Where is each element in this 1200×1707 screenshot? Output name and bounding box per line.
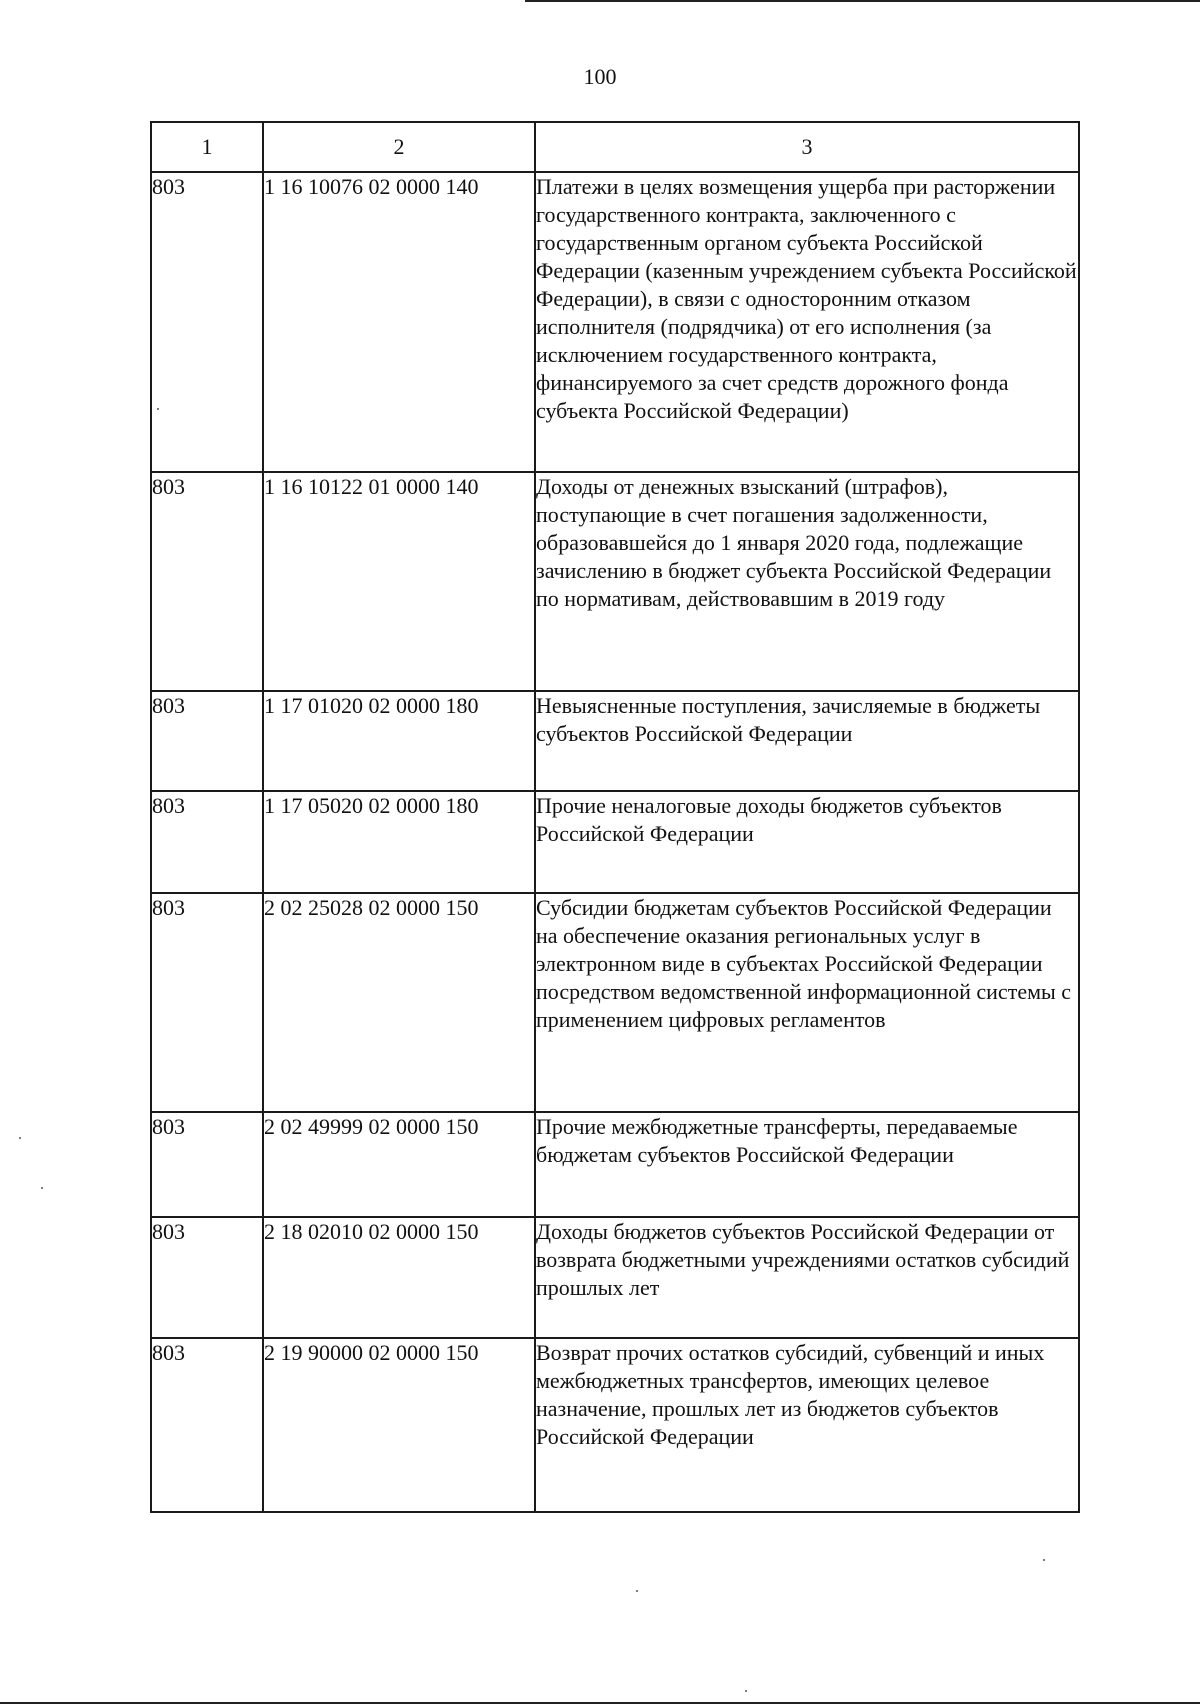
table-row: [151, 172, 1079, 472]
table-row: [151, 893, 1079, 1112]
description-cell: Субсидии бюджетам субъектов Российской Федерации на обеспечение оказания региональных услуг в электронном виде в субъектах Российской Федерации посредством ведомственной информационной системы с применением цифровых регламентов: [535, 893, 1079, 1112]
admin-code-cell: 803: [151, 691, 263, 791]
budget-code-cell: 1 17 05020 02 0000 180: [263, 791, 535, 893]
description-cell: Платежи в целях возмещения ущерба при расторжении государственного контракта, заключенного с государственным органом субъекта Российской Федерации (казенным учреждением субъекта Российской Федерации), в связи с односторонним отказом исполнителя (подрядчика) от его исполнения (за исключением государственного контракта, финансируемого за счет средств дорожного фонда субъекта Российской Федерации): [535, 172, 1079, 472]
table-row: [151, 472, 1079, 691]
description-cell: Возврат прочих остатков субсидий, субвенций и иных межбюджетных трансфертов, имеющих целевое назначение, прошлых лет из бюджетов субъектов Российской Федерации: [535, 1338, 1079, 1512]
header-row: [151, 122, 1079, 172]
description-cell: Доходы от денежных взысканий (штрафов), поступающие в счет погашения задолженности, образовавшейся до 1 января 2020 года, подлежащие зачислению в бюджет субъекта Российской Федерации по нормативам, действовавшим в 2019 году: [535, 472, 1079, 691]
table-row: [151, 1112, 1079, 1217]
budget-code-cell: 1 16 10076 02 0000 140: [263, 172, 535, 472]
table-row: [151, 691, 1079, 791]
scan-speck: [41, 1187, 43, 1189]
scan-speck: [157, 408, 159, 410]
budget-code-cell: 2 18 02010 02 0000 150: [263, 1217, 535, 1338]
scan-speck: [19, 1137, 21, 1139]
header-col-2: 2: [263, 122, 535, 172]
description-cell: Прочие межбюджетные трансферты, передаваемые бюджетам субъектов Российской Федерации: [535, 1112, 1079, 1217]
page-number: 100: [583, 64, 617, 89]
admin-code-cell: 803: [151, 1112, 263, 1217]
budget-code-cell: 2 19 90000 02 0000 150: [263, 1338, 535, 1512]
admin-code-cell: 803: [151, 791, 263, 893]
description-cell: Доходы бюджетов субъектов Российской Федерации от возврата бюджетными учреждениями остатков субсидий прошлых лет: [535, 1217, 1079, 1338]
scan-speck: [1043, 1559, 1045, 1561]
admin-code-cell: 803: [151, 893, 263, 1112]
admin-code-cell: 803: [151, 472, 263, 691]
admin-code-cell: 803: [151, 1338, 263, 1512]
scan-speck: [745, 1690, 747, 1692]
table-row: [151, 1338, 1079, 1512]
budget-codes-table: [150, 121, 1080, 1513]
table-row: [151, 1217, 1079, 1338]
budget-code-cell: 1 16 10122 01 0000 140: [263, 472, 535, 691]
scan-edge-top: [525, 0, 1200, 2]
description-cell: Прочие неналоговые доходы бюджетов субъектов Российской Федерации: [535, 791, 1079, 893]
scan-edge-bottom: [0, 1702, 1200, 1704]
scan-speck: [636, 1590, 638, 1592]
table-row: [151, 791, 1079, 893]
admin-code-cell: 803: [151, 172, 263, 472]
budget-code-cell: 2 02 49999 02 0000 150: [263, 1112, 535, 1217]
header-col-1: 1: [151, 122, 263, 172]
header-col-3: 3: [535, 122, 1079, 172]
description-cell: Невыясненные поступления, зачисляемые в бюджеты субъектов Российской Федерации: [535, 691, 1079, 791]
admin-code-cell: 803: [151, 1217, 263, 1338]
budget-code-cell: 2 02 25028 02 0000 150: [263, 893, 535, 1112]
budget-code-cell: 1 17 01020 02 0000 180: [263, 691, 535, 791]
